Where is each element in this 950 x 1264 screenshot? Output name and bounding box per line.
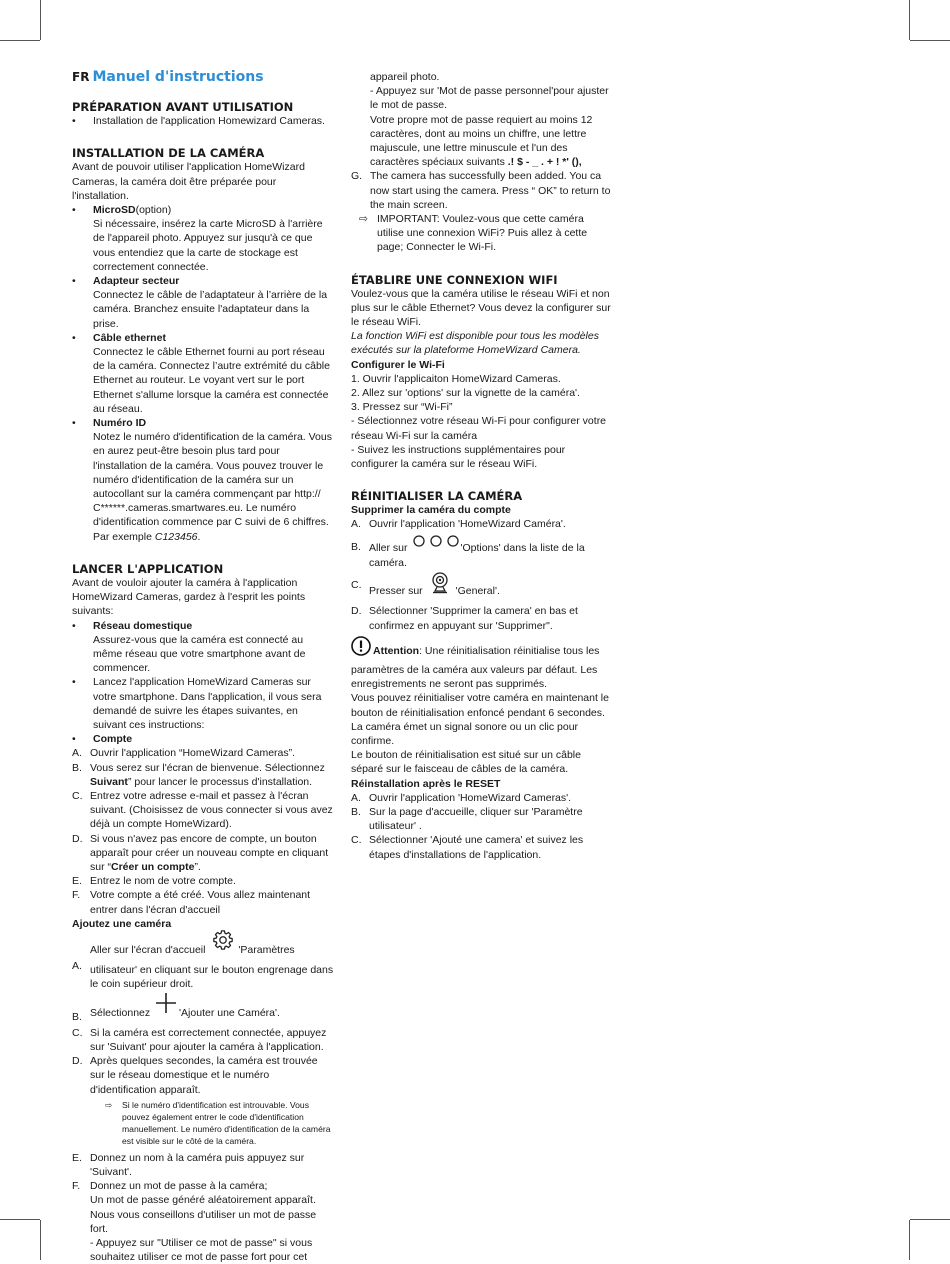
section-installation xyxy=(72,146,334,543)
item-example: C123456 xyxy=(154,530,198,543)
step-text: Sur la page d'accueille, cliquer sur 'Paramètre utilisateur' . xyxy=(369,805,583,833)
special-characters: .! $ - _ . + ! *' (), xyxy=(507,156,582,169)
item-text: Notez le numéro d'identification de la caméra. Vous en aurez peut-être besoin plus tard pour l'installation de la caméra. Vous pouvez trouver le numéro d'identification de la caméra sur un autocollant sur la caméra commençant par http:// C******.cameras.smartwares.eu. Le numéro d'identification commence par C suivi de 6 chiffres. Par exemple xyxy=(93,431,332,543)
step-marker: B. xyxy=(351,805,361,818)
step-text: Sélectionner 'Supprimer la camera' en bas et confirmez en appuyant sur 'Supprimer". xyxy=(369,605,578,632)
step-item xyxy=(351,169,613,212)
crop-mark xyxy=(910,40,950,41)
step-marker: D. xyxy=(72,1055,83,1068)
crop-mark xyxy=(909,0,910,40)
section-title: LANCER L'APPLICATION xyxy=(72,561,224,576)
step-marker: A. xyxy=(72,747,82,760)
step-item xyxy=(72,874,334,888)
step-marker: G. xyxy=(351,170,363,183)
step-text: Aller sur xyxy=(369,541,408,554)
step-item xyxy=(72,761,334,789)
note xyxy=(105,1099,334,1147)
subsection-title: Ajoutez une caméra xyxy=(72,917,172,930)
step-text: - Appuyez sur 'Mot de passe personnel'pour ajuster le mot de passe. xyxy=(370,85,609,112)
step-text-end: ”. xyxy=(194,860,201,873)
section-title: INSTALLATION DE LA CAMÉRA xyxy=(72,146,265,161)
step-item xyxy=(351,540,613,570)
arrow-icon: ⇨ xyxy=(359,213,368,226)
step-item xyxy=(72,1151,334,1179)
list-item xyxy=(72,416,334,544)
attention-label: Attention xyxy=(373,644,420,657)
italic-note: La fonction WiFi est disponible pour tous les modèles exécutés sur la plateforme HomeWizard Camera. xyxy=(351,330,599,357)
note-text: IMPORTANT: Voulez-vous que cette caméra utilise une connexion WiFi? Puis allez à cette page; Connecter le Wi-Fi. xyxy=(377,213,588,254)
page-header xyxy=(72,70,334,84)
step-text: The camera has successfully been added. You ca now start using the camera. Press “ OK” to return to the main screen. xyxy=(370,170,611,211)
step-marker: C. xyxy=(72,1026,83,1039)
step-marker: D. xyxy=(351,605,362,618)
step-marker: F. xyxy=(72,889,81,902)
step-marker: C. xyxy=(351,834,362,847)
step-item xyxy=(351,833,613,861)
crop-mark xyxy=(40,0,41,40)
step-marker: D. xyxy=(72,832,83,845)
bullet: • xyxy=(72,733,76,746)
item-text: Connectez le câble de l’adaptateur à l’arrière de la caméra. Branchez ensuite l'adaptateur dans la prise. xyxy=(93,289,328,330)
item-label: Câble ethernet xyxy=(93,331,166,344)
step-text-end: ” pour lancer le processus d'installation. xyxy=(127,775,313,788)
step-marker: A. xyxy=(351,791,361,804)
attention-paragraph xyxy=(351,639,613,692)
gear-icon xyxy=(212,929,234,955)
section-reset xyxy=(351,489,613,861)
list-item xyxy=(72,274,334,331)
crop-mark xyxy=(40,1220,41,1260)
step-item xyxy=(351,604,613,632)
step-text: Ouvrir l'application “HomeWizard Cameras”. xyxy=(90,747,296,760)
step-text: appareil photo. xyxy=(370,71,440,83)
step-text: Vous serez sur l'écran de bienvenue. Sélectionnez xyxy=(90,761,325,774)
step-text: - Appuyez sur "Utiliser ce mot de passe" si vous souhaitez utiliser ce mot de passe fort pour cet xyxy=(90,1237,313,1264)
step-item xyxy=(351,578,613,604)
step-item xyxy=(72,937,334,992)
item-text: Si nécessaire, insérez la carte MicroSD à l'arrière de l'appareil photo. Appuyez sur jusqu'à ce que vous entendiez que la carte de stockage est correctement connectée. xyxy=(93,218,323,273)
section-title: RÉINITIALISER LA CAMÉRA xyxy=(351,489,523,504)
attention-text: : Une réinitialisation réinitialise tous les paramètres de la caméra aux valeurs par défaut. Les enregistrements ne seront pas supprimés. xyxy=(351,644,600,691)
section-launch xyxy=(72,562,334,1264)
paragraph: Vous pouvez réinitialiser votre caméra en maintenant le bouton de réinitialisation enfoncé pendant 6 secondes. La caméra émet un signal sonore ou un clic pour confirme. xyxy=(351,692,609,747)
language-code: FR xyxy=(72,70,90,84)
crop-mark xyxy=(909,1220,910,1260)
bullet: • xyxy=(72,204,76,217)
bullet: • xyxy=(72,676,76,689)
step-text: Si la caméra est correctement connectée, appuyez sur 'Suivant' pour ajouter la caméra à l'application. xyxy=(90,1026,327,1053)
wifi-step: 2. Allez sur 'options' sur la vignette de la caméra'. xyxy=(351,387,580,400)
item-text: Assurez-vous que la caméra est connecté au même réseau que votre smartphone avant de commencer. xyxy=(93,633,306,675)
wifi-step: 3. Pressez sur “Wi-Fi” xyxy=(351,401,453,414)
step-item xyxy=(72,1026,334,1054)
step-marker: B. xyxy=(351,540,361,553)
step-item xyxy=(351,517,613,531)
item-label: Compte xyxy=(93,733,133,746)
item-label: Adapteur secteur xyxy=(93,275,180,288)
section-title: ÉTABLIRE UNE CONNEXION WIFI xyxy=(351,272,558,287)
list-item xyxy=(72,203,334,274)
wifi-step: 1. Ouvrir l'applicaiton HomeWizard Cameras. xyxy=(351,372,561,385)
step-marker: A. xyxy=(351,518,361,531)
step-marker: C. xyxy=(72,789,83,802)
step-marker: A. xyxy=(72,959,82,972)
subsection-title: Configurer le Wi-Fi xyxy=(351,358,445,371)
bullet: • xyxy=(72,619,76,632)
section-intro: Avant de vouloir ajouter la caméra à l'application HomeWizard Cameras, gardez à l'esprit les points suivants: xyxy=(72,576,306,618)
step-text-end: 'Paramètres utilisateur' en cliquant sur le bouton engrenage dans le coin supérieur droit. xyxy=(90,943,334,991)
step-marker: B. xyxy=(72,761,82,774)
step-text: Donnez un mot de passe à la caméra; xyxy=(90,1180,268,1193)
step-item xyxy=(72,746,334,760)
step-text: Aller sur l'écran d'accueil xyxy=(90,943,206,956)
step-item xyxy=(72,832,334,875)
step-bold: Créer un compte xyxy=(111,860,195,873)
step-bold: Suivant xyxy=(90,775,128,788)
item-label: MicroSD xyxy=(93,204,136,217)
item-label: Réseau domestique xyxy=(93,619,193,632)
bullet: • xyxy=(72,331,76,344)
step-text: Ouvrir l'application 'HomeWizard Cameras'. xyxy=(369,791,572,804)
camera-icon xyxy=(430,572,450,598)
step-text-end: 'General'. xyxy=(455,584,500,597)
step-text: Un mot de passe généré aléatoirement apparaît. Nous vous conseillons d'utiliser un mot de passe fort. xyxy=(90,1194,317,1235)
step-item xyxy=(72,1000,334,1026)
step-text: Votre propre mot de passe requiert au moins 12 caractères, dont au moins un chiffre, une lettre majuscule, une lettre minuscule et l'un des caractères spéciaux suivants xyxy=(370,113,593,169)
step-item xyxy=(72,1179,334,1264)
step-item xyxy=(72,789,334,832)
step-text-end: 'Options' dans la liste de la caméra. xyxy=(369,541,585,569)
step-marker: B. xyxy=(72,1010,82,1023)
bullet: • xyxy=(72,115,76,128)
section-preparation xyxy=(72,100,334,128)
section-wifi xyxy=(351,273,613,472)
subsection-title: Réinstallation après le RESET xyxy=(351,777,501,790)
plus-icon xyxy=(155,992,177,1018)
section-intro: Voulez-vous que la caméra utilise le réseau WiFi et non plus sur le câble Ethernet? Vous devez la configurer sur le réseau WiFi. xyxy=(351,287,611,329)
list-item xyxy=(72,675,334,732)
crop-mark xyxy=(910,1219,950,1220)
section-title: PRÉPARATION AVANT UTILISATION xyxy=(72,100,294,115)
wifi-step: - Suivez les instructions supplémentaires pour configurer la caméra sur le réseau WiFi. xyxy=(351,443,566,471)
more-options-icon xyxy=(413,535,459,551)
list-item xyxy=(72,619,334,676)
step-item xyxy=(72,1054,334,1097)
wifi-step: - Sélectionnez votre réseau Wi-Fi pour configurer votre réseau Wi-Fi sur la caméra xyxy=(351,415,607,442)
list-item xyxy=(72,331,334,416)
list-item-text: Installation de l'application Homewizard Cameras. xyxy=(93,115,325,128)
warning-icon xyxy=(351,636,371,660)
step-marker: C. xyxy=(351,579,362,592)
subsection-title: Supprimer la caméra du compte xyxy=(351,504,511,517)
left-column xyxy=(72,70,334,1264)
step-marker: F. xyxy=(72,1180,81,1193)
crop-mark xyxy=(0,40,40,41)
bullet: • xyxy=(72,417,76,430)
step-text: Donnez un nom à la caméra puis appuyez sur 'Suivant'. xyxy=(90,1151,305,1178)
crop-mark xyxy=(0,1219,40,1220)
manual-title: Manuel d'instructions xyxy=(92,69,264,85)
arrow-icon: ⇨ xyxy=(105,1099,113,1110)
step-text: Presser sur xyxy=(369,584,423,597)
step-text: Entrez le nom de votre compte. xyxy=(90,875,236,888)
list-item xyxy=(72,732,334,746)
note-text: Si le numéro d'identification est introuvable. Vous pouvez également entrer le code d'identification manuellement. Le numéro d'identification de la caméra est visible sur le côté de la caméra. xyxy=(122,1099,331,1146)
step-text-end: 'Ajouter une Caméra'. xyxy=(179,1006,280,1019)
item-label: Numéro ID xyxy=(93,417,147,430)
step-text: Après quelques secondes, la caméra est trouvée sur le réseau domestique et le numéro d'identification apparaît. xyxy=(90,1055,318,1096)
section-intro: Avant de pouvoir utiliser l'application HomeWizard Cameras, la caméra doit être préparée pour l'installation. xyxy=(72,161,305,202)
bullet: • xyxy=(72,275,76,288)
step-marker: E. xyxy=(72,875,82,888)
item-text: Lancez l'application HomeWizard Cameras sur votre smartphone. Dans l'application, il vous sera demandé de suivre les étapes suivantes, en suivant ces instructions: xyxy=(93,676,322,731)
important-note xyxy=(359,212,613,255)
step-text: Sélectionner 'Ajouté une camera' et suivez les étapes d'installations de l'application. xyxy=(369,834,584,861)
item-end: . xyxy=(197,530,201,543)
step-item xyxy=(72,888,334,916)
item-text: Connectez le câble Ethernet fourni au port réseau de la caméra. Connectez l’autre extrémité du câble Ethernet au routeur. Le voyant vert sur le port Ethernet s'allume lorsque la caméra est connectée au réseau. xyxy=(93,346,330,415)
right-column xyxy=(351,70,613,862)
step-text: Ouvrir l'application 'HomeWizard Caméra'. xyxy=(369,518,566,531)
step-text: Si vous n'avez pas encore de compte, un bouton apparaît pour créer un nouveau compte en cliquant sur “ xyxy=(90,832,329,873)
step-text: Sélectionnez xyxy=(90,1006,151,1019)
step-item xyxy=(351,791,613,805)
step-text: Votre compte a été créé. Vous allez maintenant entrer dans l'écran d'accueil xyxy=(90,889,311,916)
list-item xyxy=(72,114,334,128)
step-item xyxy=(351,805,613,833)
item-suffix: (option) xyxy=(135,204,172,217)
step-text: Entrez votre adresse e-mail et passez à l'écran suivant. (Choisissez de vous connecter si vous avez déjà un compte HomeWizard). xyxy=(90,789,333,831)
paragraph: Le bouton de réinitialisation est situé sur un câble séparé sur le faisceau de câbles de la caméra. xyxy=(351,749,581,776)
step-marker: E. xyxy=(72,1151,82,1164)
